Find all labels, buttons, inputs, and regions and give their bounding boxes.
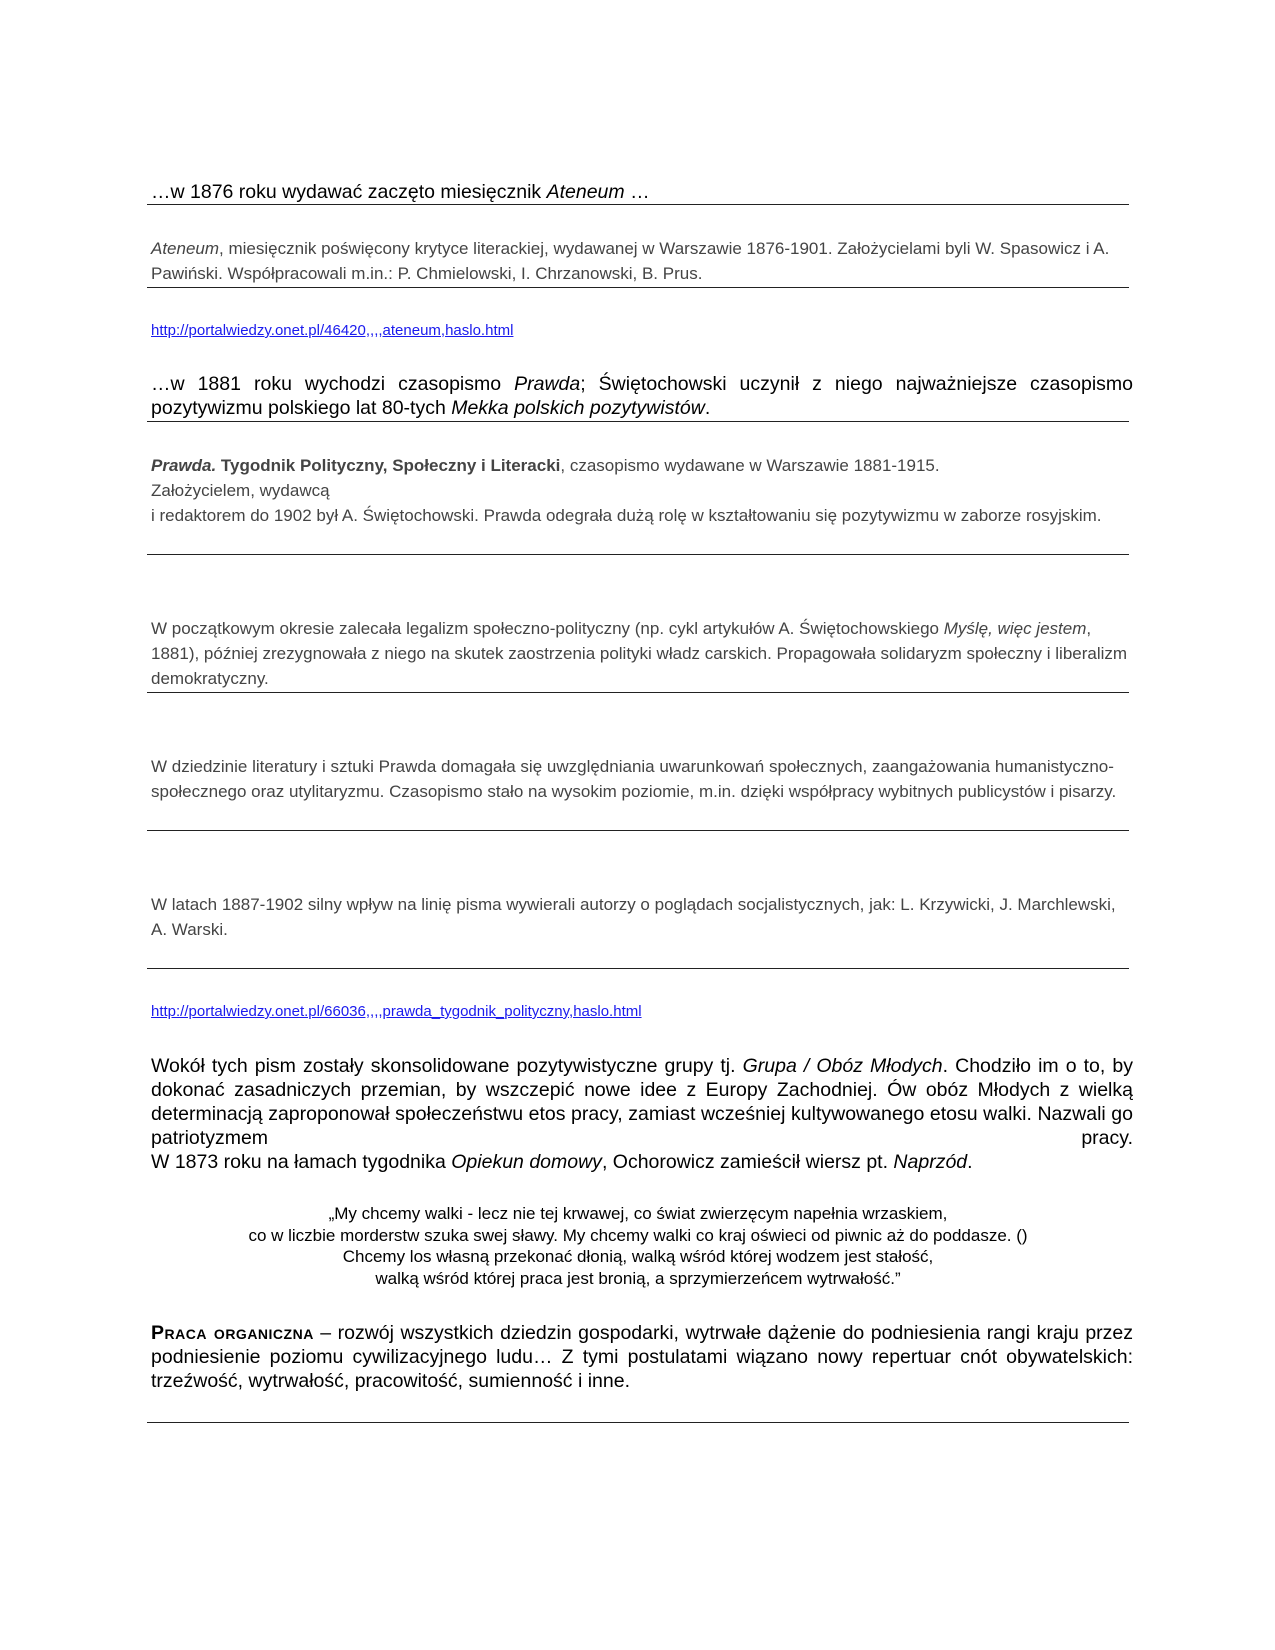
divider (147, 554, 1129, 555)
divider (147, 204, 1129, 205)
divider (147, 1422, 1129, 1423)
young-camp-paragraph: Wokół tych pism zostały skonsolidowane pozytywistyczne grupy tj. Grupa / Obóz Młodych. Chodziło im o to, by dokonać zasadniczych przemian, by wszczepić nowe idee z Europy Zachodniej. Ów obóz Młodych z wielką determinacją zaproponował społeczeństwu etos pracy, zamiast wcześniej kultywowanego etosu walki. Nazwali go patriotyzmem pracy. W 1873 roku na łamach tygodnika Opiekun domowy, Ochorowicz zamieścił wiersz pt. Naprzód. (151, 1055, 1133, 1173)
poem-quote (147, 1203, 1129, 1289)
prawda-definition: Prawda. Tygodnik Polityczny, Społeczny i Literacki, czasopismo wydawane w Warszawie 1881-1915. Założycielem, wydawcą i redaktorem do 1902 był A. Świętochowski. Prawda odegrała dużą rolę w kształtowaniu się pozytywizmu w zaborze rosyjskim. (151, 456, 1102, 525)
quote-line: co w liczbie morderstw szuka swej sławy. My chcemy walki co kraj oświeci od piwnic aż do poddasze. () (248, 1225, 1028, 1245)
quote-line: walką wśród której praca jest bronią, a sprzymierzeńcem wytrwałość.” (375, 1268, 901, 1288)
ateneum-heading: …w 1876 roku wydawać zaczęto miesięcznik Ateneum … (151, 181, 650, 203)
divider (147, 968, 1129, 969)
divider (147, 692, 1129, 693)
prawda-heading: …w 1881 roku wychodzi czasopismo Prawda; Świętochowski uczynił z niego najważniejsze czasopismo pozytywizmu polskiego lat 80-tych Mekka polskich pozytywistów. (151, 373, 1134, 419)
prawda-early-period: W początkowym okresie zalecała legalizm społeczno-polityczny (np. cykl artykułów A. Świętochowskiego Myślę, więc jestem, 1881), później zrezygnowała z niego na skutek zaostrzenia polityki władz carskich. Propagowała solidaryzm społeczny i liberalizm demokratyczny. (151, 619, 1128, 688)
quote-line: „My chcemy walki - lecz nie tej krwawej, co świat zwierzęcym napełnia wrzaskiem, (328, 1204, 948, 1223)
divider (147, 830, 1129, 831)
prawda-literature: W dziedzinie literatury i sztuki Prawda domagała się uwzględniania uwarunkowań społecznych, zaangażowania humanistyczno-społecznego oraz utylitaryzmu. Czasopismo stało na wysokim poziomie, m.in. dzięki współpracy wybitnych publicystów i pisarzy. (151, 757, 1117, 801)
divider (147, 287, 1129, 288)
quote-line: Chcemy los własną przekonać dłonią, walką wśród której wodzem jest stałość, (342, 1247, 934, 1266)
prawda-source-link[interactable]: http://portalwiedzy.onet.pl/66036,,,,prawda_tygodnik_polityczny,haslo.html (151, 1003, 642, 1020)
prawda-socialist-period: W latach 1887-1902 silny wpływ na linię pisma wywierali autorzy o poglądach socjalistycznych, jak: L. Krzywicki, J. Marchlewski, A. Warski. (151, 895, 1116, 939)
divider (147, 421, 1129, 422)
ateneum-definition: Ateneum, miesięcznik poświęcony krytyce literackiej, wydawanej w Warszawie 1876-1901. Założycielami byli W. Spasowicz i A. Pawiński. Współpracowali m.in.: P. Chmielowski, I. Chrzanowski, B. Prus. (151, 239, 1110, 283)
ateneum-source-link[interactable]: http://portalwiedzy.onet.pl/46420,,,,ateneum,haslo.html (151, 322, 514, 339)
organic-work-paragraph: Praca organiczna – rozwój wszystkich dziedzin gospodarki, wytrwałe dążenie do podniesienia rangi kraju przez podniesienie poziomu cywilizacyjnego ludu… Z tymi postulatami wiązano nowy repertuar cnót obywatelskich: trzeźwość, wytrwałość, pracowitość, sumienność i inne. (151, 1322, 1134, 1392)
